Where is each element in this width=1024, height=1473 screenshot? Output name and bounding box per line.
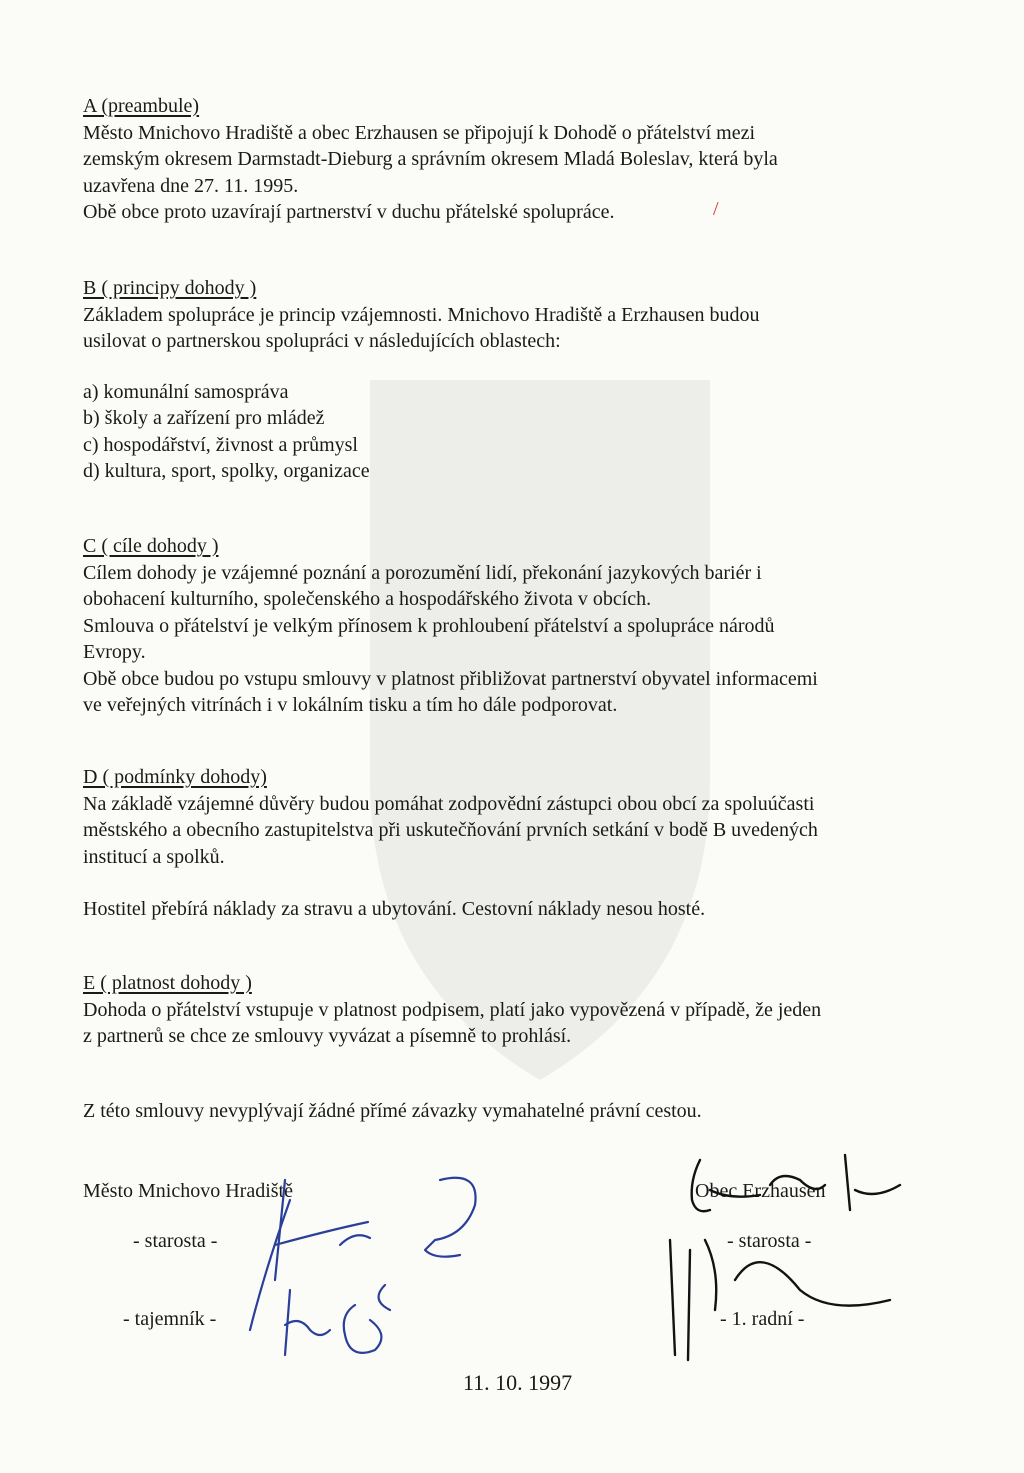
section-a <box>83 93 983 226</box>
margin-tick: / <box>713 198 719 220</box>
signature-tajemnik <box>270 1270 430 1370</box>
section-b-item: d) kultura, sport, spolky, organizace <box>83 460 370 482</box>
section-d-line: Na základě vzájemné důvěry budou pomáhat zodpovědní zástupci obou obcí za spoluúčasti <box>83 792 815 815</box>
section-d-heading: D ( podmínky dohody) <box>83 766 267 788</box>
section-e-heading: E ( platnost dohody ) <box>83 972 252 994</box>
section-c-line: Evropy. <box>83 641 146 663</box>
section-c-line: obohacení kulturního, společenského a hospodářského života v obcích. <box>83 588 652 610</box>
section-a-line: Obě obce proto uzavírají partnerství v duchu přátelské spolupráce. <box>83 201 615 223</box>
right-role-radni: - 1. radní - <box>720 1308 805 1330</box>
left-party-name: Město Mnichovo Hradiště <box>83 1180 293 1202</box>
left-role-tajemnik: - tajemník - <box>123 1308 217 1330</box>
section-e <box>83 970 983 1050</box>
section-a-line: Město Mnichovo Hradiště a obec Erzhausen se připojují k Dohodě o přátelství mezi <box>83 121 756 144</box>
left-role-starosta: - starosta - <box>133 1230 218 1252</box>
section-e-line: z partnerů se chce ze smlouvy vyvázat a písemně to prohlásí. <box>83 1025 572 1047</box>
section-a-line: zemským okresem Darmstadt-Dieburg a správním okresem Mladá Boleslav, která byla <box>83 148 778 170</box>
section-d-line: institucí a spolků. <box>83 845 225 868</box>
section-c-line: Cílem dohody je vzájemné poznání a porozumění lidí, překonání jazykových bariér i <box>83 561 762 584</box>
closing-line: Z této smlouvy nevyplývají žádné přímé závazky vymahatelné právní cestou. <box>83 1100 702 1122</box>
section-b-heading: B ( principy dohody ) <box>83 277 257 299</box>
section-b-item: a) komunální samospráva <box>83 380 289 403</box>
section-d-line: městského a obecního zastupitelstva při uskutečňování prvních setkání v bodě B uvedených <box>83 819 818 841</box>
spacer <box>83 355 983 379</box>
section-b-line: usilovat o partnerskou spolupráci v následujících oblastech: <box>83 330 561 352</box>
spacer <box>83 870 983 896</box>
section-e-line: Dohoda o přátelství vstupuje v platnost podpisem, platí jako vypovězená v případě, že jeden <box>83 998 822 1021</box>
section-c-line: ve veřejných vitrínách i v lokálním tisku a tím ho dále podporovat. <box>83 694 618 716</box>
signature-starosta-erzhausen <box>650 1140 910 1380</box>
right-party-name: Obec Erzhausen <box>695 1180 826 1202</box>
section-d-extra: Hostitel přebírá náklady za stravu a ubytování. Cestovní náklady nesou hosté. <box>83 898 706 920</box>
section-b-item: c) hospodářství, živnost a průmysl <box>83 433 358 456</box>
document-date: 11. 10. 1997 <box>463 1370 573 1395</box>
section-c-heading: C ( cíle dohody ) <box>83 535 219 557</box>
section-c <box>83 533 983 719</box>
section-a-line: uzavřena dne 27. 11. 1995. <box>83 174 299 197</box>
section-d <box>83 764 983 923</box>
closing-statement <box>83 1098 983 1125</box>
section-a-heading: A (preambule) <box>83 95 200 117</box>
section-c-line: Obě obce budou po vstupu smlouvy v platnost přibližovat partnerství obyvatel informacemi <box>83 667 818 690</box>
section-c-line: Smlouva o přátelství je velkým přínosem k prohloubení přátelství a spolupráce národů <box>83 614 775 637</box>
section-b <box>83 275 983 485</box>
section-b-item: b) školy a zařízení pro mládež <box>83 407 325 429</box>
right-role-starosta: - starosta - <box>727 1230 812 1252</box>
section-b-line: Základem spolupráce je princip vzájemnosti. Mnichovo Hradiště a Erzhausen budou <box>83 303 760 326</box>
